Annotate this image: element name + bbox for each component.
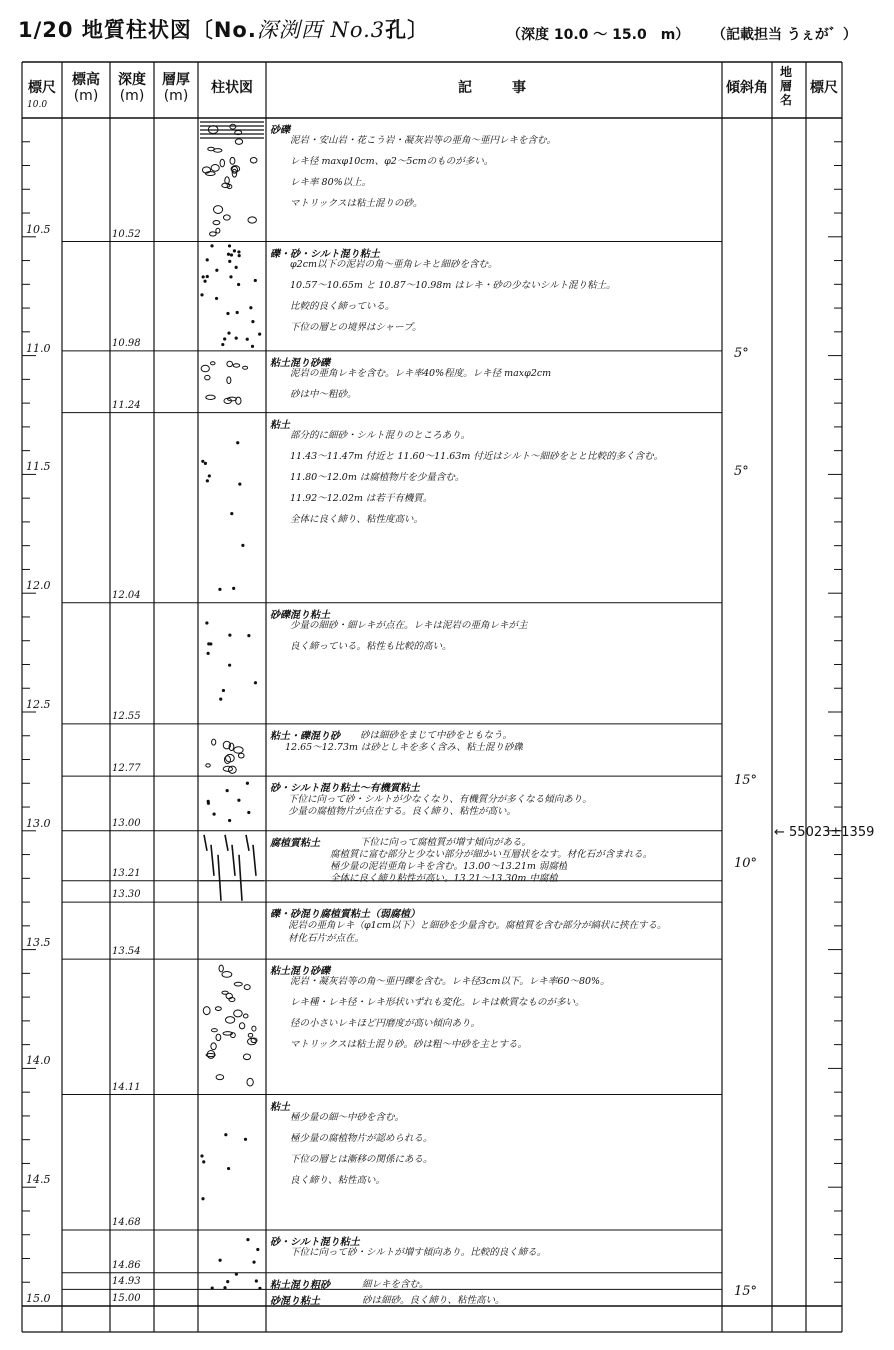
layer-text-line: 砂は細砂。良く締り、粘性高い。 [362,1295,505,1307]
layer-text-line: 泥岩の亜角レキを含む。レキ率40%程度。レキ径 maxφ2cm [290,367,552,379]
layer-name: 粘土 [270,1101,290,1113]
header-description: 記 事 [458,80,530,96]
pattern-gravel [203,1007,210,1015]
pattern-dot [222,343,224,345]
pattern-dot [204,462,206,464]
pattern-dot [215,297,217,299]
pattern-dot [207,800,209,802]
pattern-dot [259,1287,261,1289]
header-elevation [62,72,110,104]
pattern-dot [248,635,250,637]
layer-text-line: 腐植質に富む部分と少ない部分が細かい互層状をなす。材化石が含まれる。 [330,848,653,860]
pattern-dot [224,338,226,340]
header-scale: 標尺 [28,80,56,96]
layer-name: 砂・シルト混り粘土〜有機質粘土 [270,783,420,795]
pattern-gravel [205,375,210,379]
pattern-gravel [234,1010,243,1017]
dip-angle: 10° [734,856,758,872]
age-note: ← 55023±1359 [774,825,875,840]
pattern-dot [227,1281,229,1283]
pattern-dot [257,1248,259,1250]
pattern-gravel [206,395,215,399]
pattern-gravel [216,228,220,233]
pattern-gravel [215,1007,221,1011]
pattern-organic [246,835,249,851]
pattern-dot [219,588,221,590]
pattern-gravel [201,365,209,371]
header-depth-label: 深度 [118,72,146,88]
pattern-dot [250,307,252,309]
title-prefix: 1/20 地質柱状図〔No. [18,18,257,42]
pattern-dot [226,790,228,792]
layer-text-line: 11.43〜11.47m 付近と 11.60〜11.63m 付近はシルト〜細砂をとと比較的多く含む。 [290,450,664,462]
pattern-gravel [223,215,230,220]
layer-name: 礫・砂・シルト混り粘土 [270,248,380,260]
scale-top-label: 10.0 [27,100,48,110]
layer-text-line: 良く締っている。粘性も比較的高い。 [290,640,452,652]
header-depth-unit: (m) [119,88,145,104]
layer-name: 砂混り粘土 [270,1296,320,1308]
depth-range: （深度 10.0 〜 15.0 m） [507,27,690,43]
pattern-gravel [243,1054,250,1060]
pattern-dot [255,1280,257,1282]
pattern-dot [207,652,209,654]
pattern-dot [248,811,250,813]
layer-name: 礫・砂混り腐植質粘土（弱腐植） [270,909,420,921]
header-thickness-unit: (m) [163,88,189,104]
depth-mark: 13.54 [112,946,141,958]
pattern-gravel [214,149,222,153]
pattern-dot [219,1259,221,1261]
pattern-dot [224,1287,226,1289]
pattern-dot [227,312,229,314]
recorder: （記載担当 うぇが゛） [712,27,857,43]
layer-name: 粘土・礫混り砂 [270,730,340,742]
pattern-gravel [211,165,219,172]
layer-text-line: 砂は中〜粗砂。 [290,388,357,400]
pattern-gravel [219,965,223,972]
pattern-dot [233,587,235,589]
depth-mark: 14.86 [112,1259,141,1271]
pattern-dot [254,279,256,281]
pattern-dot [242,544,244,546]
depth-mark: 15.00 [112,1293,141,1304]
pattern-dot [202,276,204,278]
pattern-gravel [238,753,244,758]
title-site: 深渕西 No.3 [256,18,386,42]
pattern-dot [244,1138,246,1140]
layer-name: 砂礫 [270,125,290,136]
pattern-organic [232,845,235,876]
pattern-gravel [234,982,242,986]
pattern-gravel [233,364,239,368]
layer-text-line: 全体に良く締り粘性が高い。13.21〜13.30m 中腐植 [330,872,558,884]
dip-angle: 5° [734,345,749,361]
pattern-dot [238,255,240,257]
header-depth [110,72,154,104]
pattern-dot [229,664,231,666]
pattern-dot [235,1273,237,1275]
layer-text-line: 下位の層との境界はシャープ。 [290,321,422,333]
layer-name: 粘土混り粗砂 [270,1279,330,1291]
layer-name: 腐植質粘土 [270,837,320,849]
pattern-gravel [213,221,220,225]
scale-label: 13.5 [26,935,51,949]
pattern-organic [253,845,256,876]
pattern-dot [238,283,240,285]
layer-text-line: 10.57〜10.65m と 10.87〜10.98m はレキ・砂の少ないシルト混り粘土。 [290,279,616,291]
layer-text-line: マトリックスは粘土混りの砂。 [290,198,423,209]
header-thickness [154,72,198,104]
depth-mark: 10.98 [112,337,141,349]
layer-text-line: φ2cm以下の泥岩の角〜亜角レキと細砂を含む。 [290,258,498,270]
pattern-dot [202,1198,204,1200]
layer-text-line: 11.92〜12.02m は若干有機質。 [290,492,433,504]
layer-text-line: 下位に向って砂・シルトが増す傾向あり。比較的良く締る。 [290,1246,547,1258]
header-formation: 地層名 [779,65,792,107]
dip-angle: 15° [734,773,758,789]
pattern-dot [230,276,232,278]
pattern-dot [203,1161,205,1163]
pattern-gravel [250,158,257,163]
pattern-gravel [216,1075,224,1080]
pattern-gravel [230,157,235,164]
pattern-gravel [216,1034,221,1041]
depth-mark: 12.04 [112,589,141,601]
scale-label: 14.0 [26,1054,51,1068]
pattern-dot [238,799,240,801]
pattern-dot [206,275,208,277]
scale-label: 15.0 [26,1292,51,1305]
pattern-dot [201,1155,203,1157]
depth-mark: 12.55 [112,710,141,722]
pattern-dot [228,245,230,247]
pattern-dot [201,294,203,296]
pattern-dot [208,475,210,477]
layer-text-line: 全体に良く締り、粘性度高い。 [290,513,424,525]
layer-name: 砂礫混り粘土 [270,609,330,621]
layer-text-line: 泥岩・安山岩・花こう岩・凝灰岩等の亜角〜亜円レキを含む。 [290,135,557,146]
pattern-dot [231,512,233,514]
pattern-dot [222,689,224,691]
pattern-gravel [244,985,250,990]
layer-text-line: 下位に向って腐植質が増す傾向がある。 [360,836,532,848]
pattern-gravel [248,1033,253,1037]
pattern-gravel [206,764,210,767]
scale-label: 10.5 [26,222,51,236]
layer-text-line: 12.65〜12.73m は砂としキを多く含み、粘土混り砂礫 [285,741,523,753]
depth-mark: 14.68 [112,1216,141,1228]
dip-angle: 15° [734,1284,758,1300]
layer-name: 粘土混り砂礫 [270,966,330,978]
scale-label: 12.5 [26,698,51,711]
layer-text-line: 極少量の細〜中砂を含む。 [290,1111,405,1123]
layer-text-line: 良く締り、粘性高い。 [290,1174,386,1186]
pattern-dot [246,338,248,340]
pattern-dot [225,1134,227,1136]
scale-label: 11.0 [26,341,51,355]
pattern-gravel [230,124,236,129]
layer-text-line: レキ径 maxφ10cm、φ2〜5cmのものが多い。 [290,156,494,167]
pattern-dot [247,1239,249,1241]
pattern-dot [259,333,261,335]
pattern-dot [251,345,253,347]
pattern-organic [218,855,221,901]
pattern-dot [229,819,231,821]
pattern-dot [213,813,215,815]
pattern-dot [246,782,248,784]
pattern-organic [204,835,207,851]
pattern-dot [233,250,235,252]
pattern-gravel [222,991,228,994]
scale-label: 11.5 [26,460,51,474]
depth-mark: 12.77 [112,763,141,775]
pattern-dot [237,442,239,444]
layer-text-line: 比較的良く締っている。 [290,300,395,312]
layer-name: 砂・シルト混り粘土 [270,1236,360,1248]
depth-mark: 14.11 [112,1081,141,1093]
pattern-gravel [211,362,215,365]
pattern-dot [206,259,208,261]
pattern-dot [227,1167,229,1169]
pattern-dot [206,622,208,624]
pattern-dot [235,337,237,339]
pattern-dot [227,253,229,255]
pattern-dot [230,254,232,256]
pattern-dot [228,332,230,334]
pattern-gravel [227,361,233,366]
header-elevation-unit: (m) [73,88,99,104]
layer-text-line: 下位の層とは漸移の関係にある。 [290,1153,433,1165]
pattern-organic [225,835,228,851]
layer-text-line: レキ種・レキ径・レキ形状いずれも変化。レキは軟質なものが多い。 [290,997,585,1009]
depth-mark: 13.30 [112,889,141,901]
scale-label: 14.5 [26,1173,51,1187]
pattern-gravel [243,366,248,369]
pattern-organic [211,845,214,876]
pattern-gravel [213,206,222,214]
pattern-dot [238,251,240,253]
layer-text-line: 少量の腐植物片が点在する。良く締り、粘性が高い。 [288,806,517,818]
pattern-gravel [235,139,242,144]
depth-mark: 11.24 [112,399,141,411]
pattern-dot [211,1287,213,1289]
pattern-dot [252,321,254,323]
header-column: 柱状図 [211,80,253,96]
depth-mark: 13.21 [112,867,141,879]
pattern-dot [204,280,206,282]
pattern-dot [229,260,231,262]
pattern-gravel [223,766,232,771]
layer-text-line: マトリックスは粘土混り砂。砂は粗〜中砂を主とする。 [290,1039,528,1051]
layer-text-line: 径の小さいレキほど円磨度が高い傾向あり。 [290,1018,481,1030]
layer-text-line: 部分的に細砂・シルト混りのところあり。 [290,429,471,441]
pattern-gravel [252,1026,256,1031]
depth-mark: 13.00 [112,817,141,829]
header-dip: 傾斜角 [726,80,768,96]
layer-name: 粘土 [270,419,290,431]
layer-text-line: 下位に向って砂・シルトが少なくなり、有機質分が多くなる傾向あり。 [288,794,592,806]
layer-text-line: 砂は細砂をまじて中砂をともなう。 [360,729,513,741]
pattern-dot [202,460,204,462]
layer-name: 粘土混り砂礫 [270,357,330,369]
pattern-dot [235,266,237,268]
title-suffix: 孔〕 [385,18,430,42]
pattern-dot [236,311,238,313]
pattern-dot [239,483,241,485]
pattern-dot [254,682,256,684]
layer-text-line: 泥岩・凝灰岩等の角〜亜円礫を含む。レキ径3cm以下。レキ率60〜80%。 [290,976,610,988]
pattern-gravel [222,972,232,978]
pattern-gravel [227,377,231,384]
pattern-dot [220,698,222,700]
pattern-gravel [211,1029,217,1032]
pattern-organic [239,855,242,901]
pattern-gravel [234,747,243,753]
pattern-gravel [225,1017,234,1024]
pattern-dot [229,634,231,636]
layer-text-line: 極少量の腐植物片が認められる。 [290,1132,433,1144]
pattern-gravel [210,232,217,236]
dip-angle: 5° [734,464,749,480]
layer-text-line: 11.80〜12.0m は腐植物片を少量含む。 [290,471,465,483]
pattern-dot [208,643,210,645]
pattern-gravel [220,159,224,167]
header-elevation-label: 標高 [72,72,100,88]
layer-text-line: 泥岩の亜角レキ（φ1cm以下）と細砂を少量含む。腐植質を含む部分が縞状に挟在する。 [288,920,667,932]
layer-text-line: 細レキを含む。 [362,1278,429,1290]
layer-text-line: レキ率 80%以上。 [290,177,372,188]
pattern-gravel [243,1014,248,1018]
depth-mark: 14.93 [112,1276,141,1288]
pattern-gravel [212,739,216,745]
header-thickness-label: 層厚 [162,72,190,88]
scale-label: 12.0 [26,579,51,593]
pattern-dot [216,269,218,271]
pattern-gravel [239,1023,244,1029]
pattern-dot [253,1261,255,1263]
pattern-dot [211,245,213,247]
pattern-gravel [248,217,256,223]
pattern-gravel [247,1078,253,1086]
layer-text-line: 材化石片が点在。 [288,933,365,945]
depth-mark: 10.52 [112,228,141,240]
layer-text-line: 極少量の泥岩亜角レキを含む。13.00〜13.21m 弱腐植 [330,860,568,872]
scale-label: 13.0 [26,816,51,830]
pattern-gravel [207,1051,215,1059]
pattern-dot [206,480,208,482]
pattern-gravel [211,1043,216,1050]
layer-text-line: 少量の細砂・細レキが点在。レキは泥岩の亜角レキが主 [290,619,528,631]
header-scale-right: 標尺 [810,80,838,96]
